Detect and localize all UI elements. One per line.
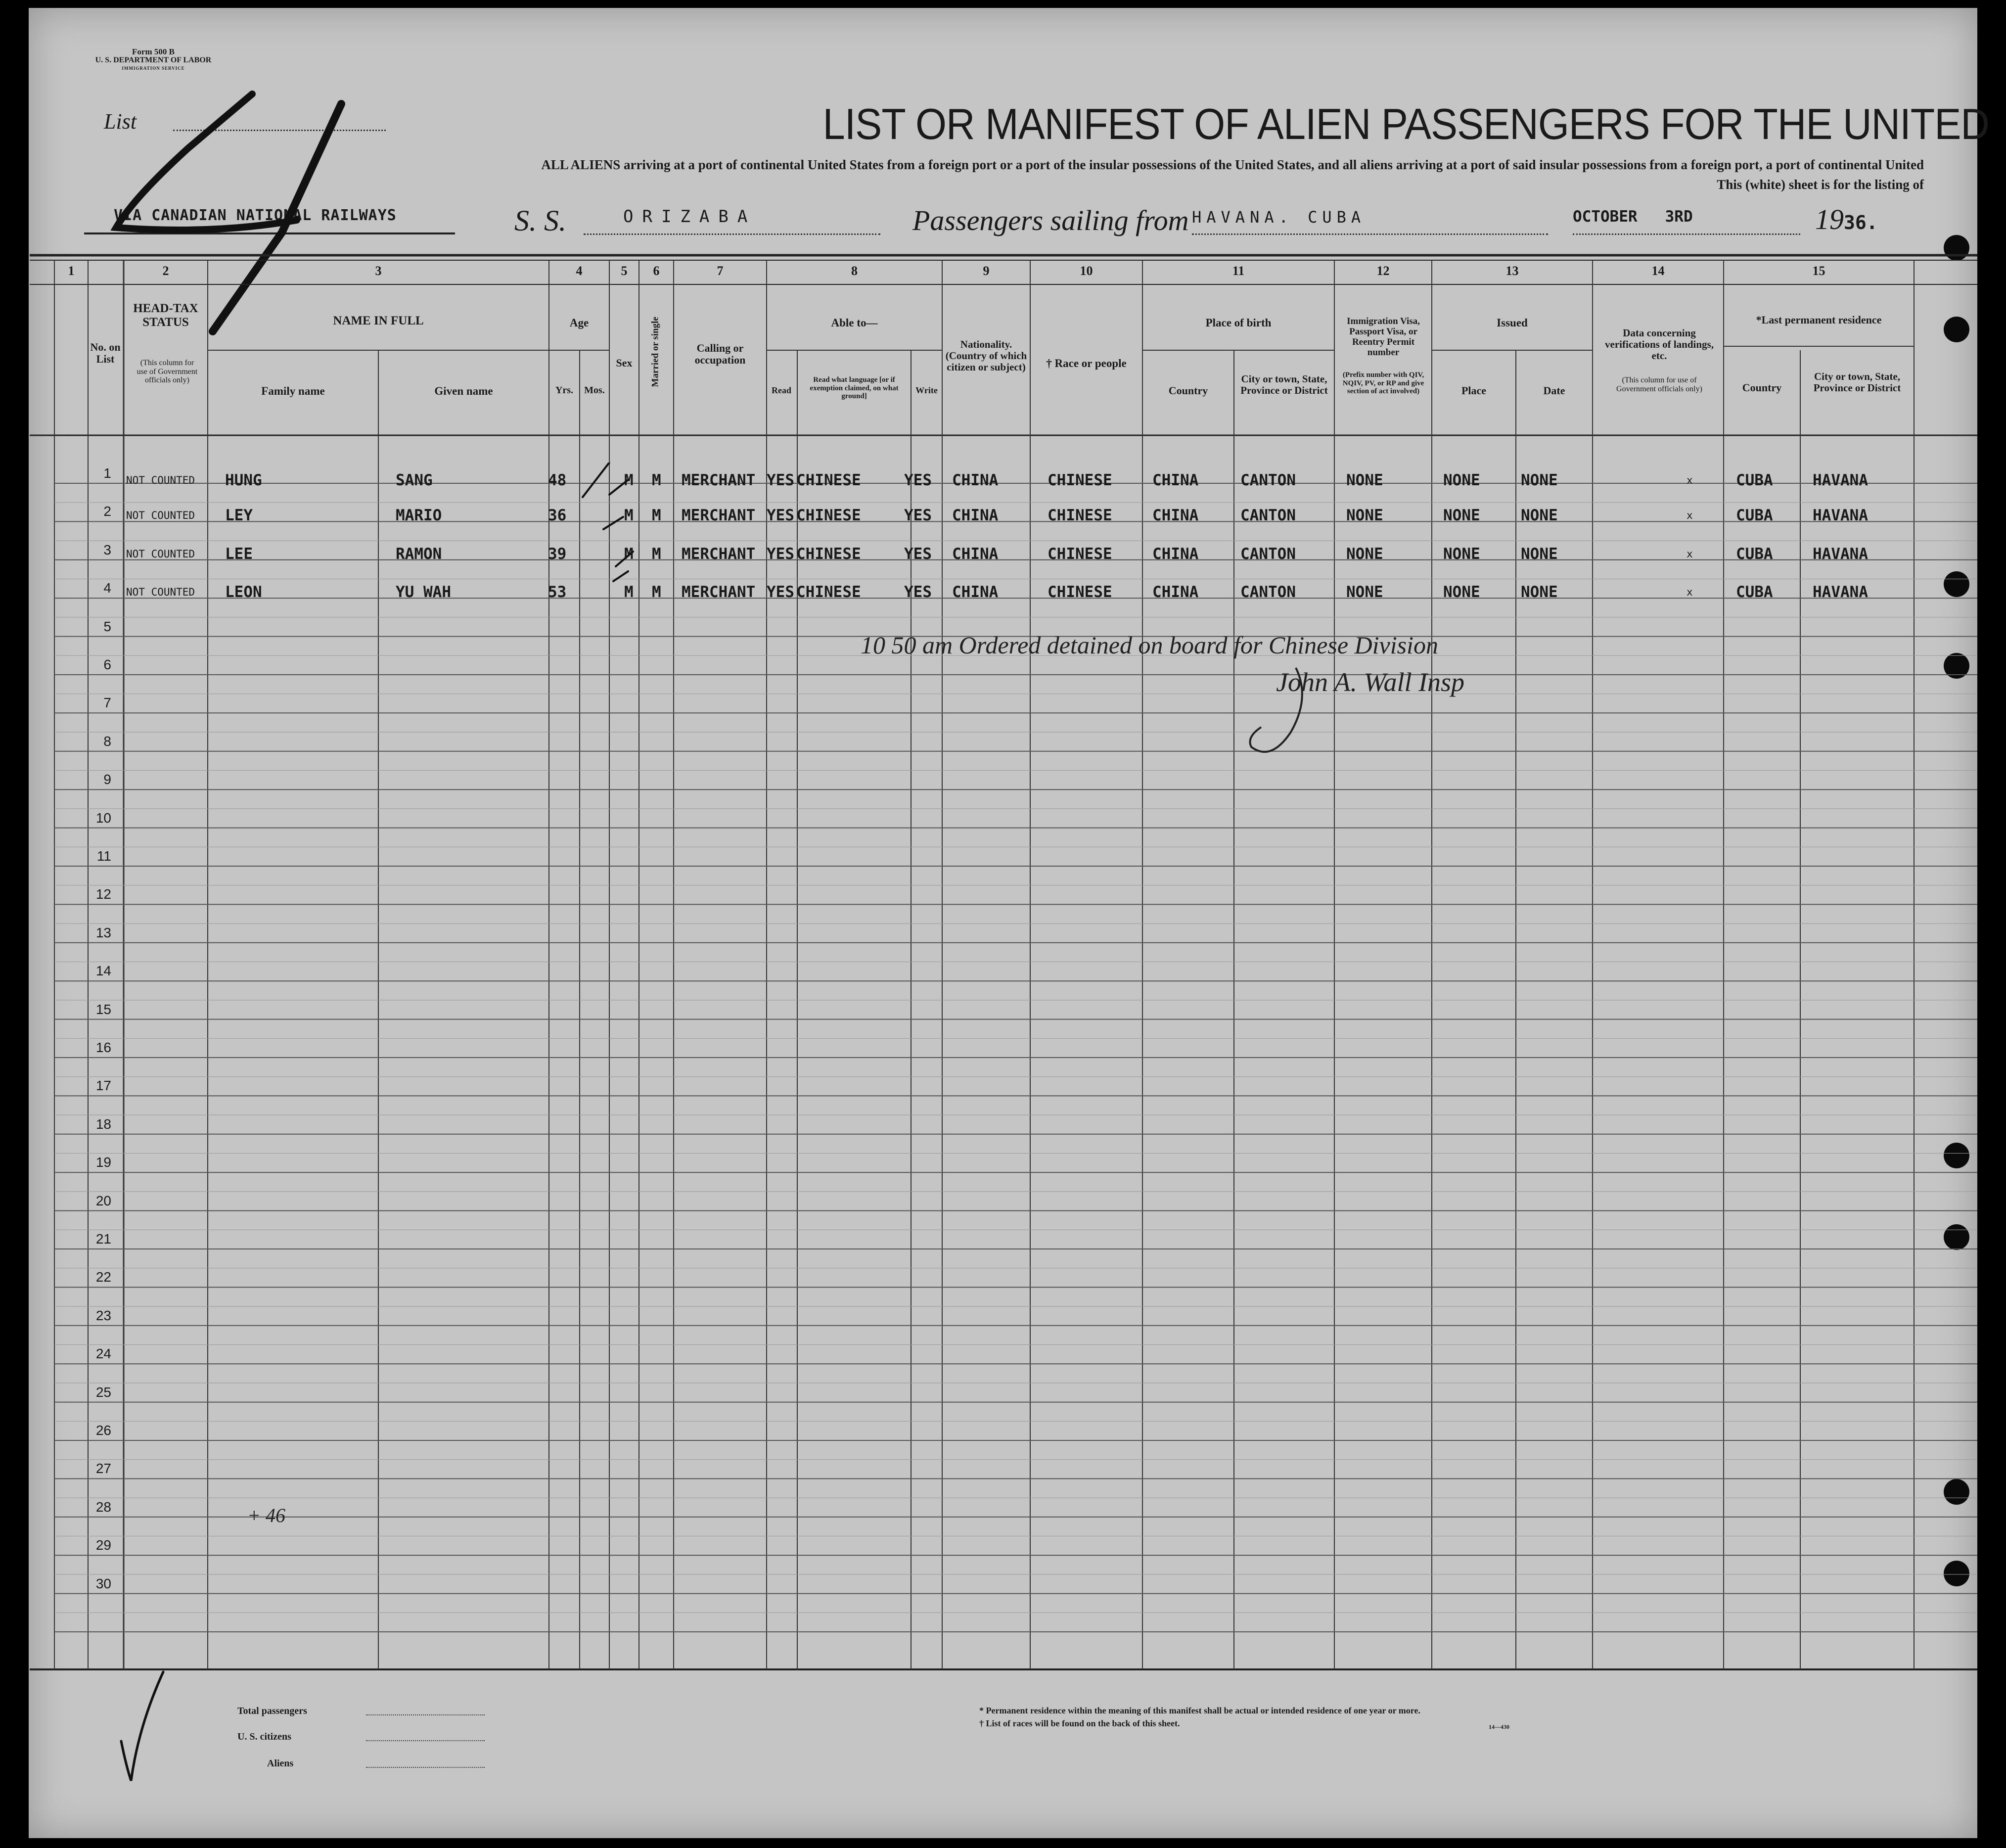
header-issued-place: Place xyxy=(1461,384,1487,397)
cell-married: M xyxy=(652,583,661,601)
ship-name: ORIZABA xyxy=(623,207,757,227)
cell-read: YES xyxy=(767,471,794,489)
cell-given: MARIO xyxy=(396,507,442,525)
header-res-country: Country xyxy=(1742,381,1782,394)
cell-visa: NONE xyxy=(1346,545,1383,563)
cell-res-country: CUBA xyxy=(1736,583,1773,601)
cell-issued-date: NONE xyxy=(1521,507,1558,525)
row-number: 25 xyxy=(95,1384,111,1400)
us-citizens-line xyxy=(366,1740,485,1741)
subtitle-line-1: ALL ALIENS arriving at a port of continental United States from a foreign port or a port of the insular possessions of the United States, and all aliens arriving at a port of said insular possessions from a foreign port, a port of continental United xyxy=(541,157,1924,172)
row-number: 18 xyxy=(95,1116,111,1132)
cell-birth-country: CHINA xyxy=(1152,471,1199,489)
header-visa: Immigration Visa, Passport Visa, or Reentry Permit number xyxy=(1347,316,1420,358)
cell-res-country: CUBA xyxy=(1736,507,1773,525)
row-number: 22 xyxy=(95,1269,111,1285)
cell-issued-place: NONE xyxy=(1443,507,1480,525)
row-number: 13 xyxy=(95,924,111,940)
cell-yrs: 53 xyxy=(548,583,567,601)
total-passengers-label: Total passengers xyxy=(237,1706,307,1716)
cell-write: YES xyxy=(904,583,932,601)
cell-birth-country: CHINA xyxy=(1152,507,1199,525)
header-age: Age xyxy=(569,317,589,329)
header-name-in-full: NAME IN FULL xyxy=(333,314,424,327)
header-race: † Race or people xyxy=(1046,357,1127,370)
header-head-tax: HEAD-TAX STATUS xyxy=(133,302,198,329)
cell-head-tax: NOT COUNTED xyxy=(126,586,195,599)
row-number: 28 xyxy=(95,1499,111,1515)
cell-verification: x xyxy=(1687,548,1693,560)
column-number: 11 xyxy=(1232,264,1245,278)
cell-write: YES xyxy=(904,471,932,489)
subtitle-line-2: This (white) sheet is for the listing of xyxy=(1717,177,1924,192)
cell-birth-city: CANTON xyxy=(1240,583,1296,601)
cell-race: CHINESE xyxy=(1048,471,1112,489)
header-married xyxy=(651,353,661,387)
cell-res-city: HAVANA xyxy=(1813,471,1868,489)
cell-res-country: CUBA xyxy=(1736,471,1773,489)
cell-verification: x xyxy=(1687,509,1693,522)
cell-family: LEON xyxy=(225,583,262,601)
header-read-language: Read what language [or if exemption claimed, on what ground] xyxy=(810,376,899,400)
cell-married: M xyxy=(652,471,661,489)
form-number: Form 500 B xyxy=(132,47,175,56)
cell-given: SANG xyxy=(396,471,433,489)
column-number: 3 xyxy=(375,264,382,278)
cell-res-city: HAVANA xyxy=(1813,545,1868,563)
header-birth-country: Country xyxy=(1168,384,1208,397)
cell-nationality: CHINA xyxy=(952,507,999,525)
header-head-tax-note: (This column for use of Government officials only) xyxy=(137,359,198,385)
aliens-label: Aliens xyxy=(267,1758,294,1769)
cell-issued-place: NONE xyxy=(1443,471,1480,489)
cell-res-city: HAVANA xyxy=(1813,583,1868,601)
row-number: 12 xyxy=(95,886,111,902)
row-number: 10 xyxy=(95,810,111,826)
row-number: 24 xyxy=(95,1346,111,1362)
column-number: 1 xyxy=(68,264,75,278)
header-last-residence: *Last permanent residence xyxy=(1756,314,1882,326)
header-mos: Mos. xyxy=(584,385,605,396)
signature-flourish xyxy=(1236,663,1325,762)
header-read: Read xyxy=(772,385,791,395)
column-number: 5 xyxy=(621,264,628,278)
department-name: U. S. DEPARTMENT OF LABOR xyxy=(95,56,212,64)
row-number: 8 xyxy=(103,733,111,749)
year-prefix: 19 xyxy=(1815,203,1844,235)
cell-verification: x xyxy=(1687,586,1693,599)
cell-read: YES xyxy=(767,545,794,563)
cell-nationality: CHINA xyxy=(952,545,999,563)
cell-sex: M xyxy=(624,471,634,489)
cell-language: CHINESE xyxy=(796,507,861,525)
cell-nationality: CHINA xyxy=(952,583,999,601)
cell-language: CHINESE xyxy=(796,583,861,601)
row-number: 4 xyxy=(103,580,111,596)
list-label: List xyxy=(104,109,137,134)
row-number: 2 xyxy=(103,504,111,519)
row-number: 3 xyxy=(103,542,111,557)
column-number: 2 xyxy=(162,264,169,278)
cell-birth-city: CANTON xyxy=(1240,507,1296,525)
row-number: 7 xyxy=(103,695,111,711)
year-suffix: 36. xyxy=(1844,212,1878,233)
check-mark xyxy=(111,1667,171,1786)
cell-head-tax: NOT COUNTED xyxy=(126,509,195,522)
cell-birth-city: CANTON xyxy=(1240,545,1296,563)
header-no-on-list: No. on List xyxy=(90,341,121,366)
cell-issued-place: NONE xyxy=(1443,545,1480,563)
cell-yrs: 48 xyxy=(548,471,567,489)
cell-res-city: HAVANA xyxy=(1813,507,1868,525)
row-number: 21 xyxy=(95,1231,111,1247)
footnote-code: 14—430 xyxy=(1489,1723,1509,1730)
row-number: 19 xyxy=(95,1155,111,1170)
row-number: 23 xyxy=(95,1307,111,1323)
column-number: 10 xyxy=(1080,264,1093,278)
header-family-name: Family name xyxy=(261,385,325,397)
margin-note: + 46 xyxy=(247,1504,285,1526)
column-number: 9 xyxy=(983,264,990,278)
header-sex: Sex xyxy=(616,357,633,369)
cell-calling: MERCHANT xyxy=(682,471,756,489)
cell-read: YES xyxy=(767,507,794,525)
cell-verification: x xyxy=(1687,474,1693,486)
row-number: 26 xyxy=(95,1423,111,1438)
via-railway-stamp: VIA CANADIAN NATIONAL RAILWAYS xyxy=(114,207,397,224)
header-calling: Calling or occupation xyxy=(694,342,746,367)
footnote-residence: * Permanent residence within the meaning of this manifest shall be actual or intended residence of one year or more. xyxy=(979,1706,1420,1715)
header-issued-date: Date xyxy=(1543,384,1565,397)
column-number: 6 xyxy=(653,264,660,278)
cell-visa: NONE xyxy=(1346,507,1383,525)
row-number: 20 xyxy=(95,1193,111,1208)
header-yrs: Yrs. xyxy=(555,385,574,396)
cell-birth-city: CANTON xyxy=(1240,471,1296,489)
column-number: 4 xyxy=(576,264,583,278)
age-slash-marks xyxy=(579,462,638,601)
header-able-to: Able to— xyxy=(831,317,878,329)
cell-issued-place: NONE xyxy=(1443,583,1480,601)
cell-race: CHINESE xyxy=(1048,545,1112,563)
row-number: 16 xyxy=(95,1040,111,1055)
sailing-label: Passengers sailing from xyxy=(912,204,1189,236)
cell-issued-date: NONE xyxy=(1521,471,1558,489)
header-res-city: City or town, State, Province or District xyxy=(1813,370,1901,394)
cell-res-country: CUBA xyxy=(1736,545,1773,563)
cell-sex: M xyxy=(624,545,634,563)
column-number: 8 xyxy=(851,264,858,278)
column-number: 15 xyxy=(1812,264,1825,278)
cell-write: YES xyxy=(904,545,932,563)
header-place-of-birth: Place of birth xyxy=(1205,317,1272,329)
page-title: LIST OR MANIFEST OF ALIEN PASSENGERS FOR THE UNITED xyxy=(822,99,1989,148)
sailing-date: OCTOBER 3RD xyxy=(1573,208,1693,226)
cell-family: LEE xyxy=(225,545,253,563)
cell-visa: NONE xyxy=(1346,583,1383,601)
cell-given: RAMON xyxy=(396,545,442,563)
header-write: Write xyxy=(915,385,938,395)
row-number: 29 xyxy=(95,1537,111,1553)
row-number: 30 xyxy=(95,1575,111,1591)
column-number: 13 xyxy=(1505,264,1519,278)
cell-yrs: 39 xyxy=(548,545,567,563)
header-nationality: Nationality. (Country of which citizen or subject) xyxy=(945,338,1027,373)
cell-birth-country: CHINA xyxy=(1152,583,1199,601)
service-name: IMMIGRATION SERVICE xyxy=(122,66,185,71)
row-number: 6 xyxy=(103,657,111,672)
row-number: 27 xyxy=(95,1461,111,1477)
cell-race: CHINESE xyxy=(1048,507,1112,525)
cell-calling: MERCHANT xyxy=(682,507,756,525)
row-number: 14 xyxy=(95,963,111,979)
cell-sex: M xyxy=(624,583,634,601)
sailing-port: HAVANA. CUBA xyxy=(1192,208,1366,227)
row-number: 5 xyxy=(103,618,111,634)
row-number: 17 xyxy=(95,1078,111,1094)
cell-head-tax: NOT COUNTED xyxy=(126,474,195,486)
row-number: 1 xyxy=(103,465,111,481)
aliens-line xyxy=(366,1767,485,1768)
cell-family: HUNG xyxy=(225,471,262,489)
ship-label: S. S. xyxy=(514,204,566,237)
header-issued: Issued xyxy=(1497,317,1528,329)
row-number: 11 xyxy=(96,848,111,864)
header-verification-note: (This column for use of Government officials only) xyxy=(1616,376,1702,393)
detention-annotation: 10 50 am Ordered detained on board for Chinese Division xyxy=(861,631,1438,659)
header-verification: Data concerning verifications of landings, etc. xyxy=(1605,327,1714,362)
cell-married: M xyxy=(652,507,661,525)
cell-write: YES xyxy=(904,507,932,525)
header-birth-city: City or town, State, Province or District xyxy=(1240,373,1328,397)
cell-read: YES xyxy=(767,583,794,601)
inspector-signature: John A. Wall Insp xyxy=(1276,667,1465,697)
cell-yrs: 36 xyxy=(548,507,567,525)
cell-issued-date: NONE xyxy=(1521,583,1558,601)
column-number: 7 xyxy=(717,264,724,278)
cell-language: CHINESE xyxy=(796,471,861,489)
footnote-races: † List of races will be found on the back of this sheet. xyxy=(979,1718,1180,1728)
row-number: 15 xyxy=(95,1001,111,1017)
header-given-name: Given name xyxy=(434,385,493,397)
cell-married: M xyxy=(652,545,661,563)
cell-sex: M xyxy=(624,507,634,525)
cell-language: CHINESE xyxy=(796,545,861,563)
cell-issued-date: NONE xyxy=(1521,545,1558,563)
column-number: 12 xyxy=(1376,264,1390,278)
cell-family: LEY xyxy=(225,507,253,525)
cell-calling: MERCHANT xyxy=(682,545,756,563)
total-passengers-line xyxy=(366,1714,485,1715)
us-citizens-label: U. S. citizens xyxy=(237,1731,291,1742)
cell-visa: NONE xyxy=(1346,471,1383,489)
cell-race: CHINESE xyxy=(1048,583,1112,601)
cell-calling: MERCHANT xyxy=(682,583,756,601)
row-number: 9 xyxy=(103,772,111,787)
cell-birth-country: CHINA xyxy=(1152,545,1199,563)
header-visa-note: (Prefix number with QIV, NQIV, PV, or RP and give section of act involved) xyxy=(1342,371,1424,395)
column-number: 14 xyxy=(1651,264,1665,278)
cell-given: YU WAH xyxy=(396,583,451,601)
cell-head-tax: NOT COUNTED xyxy=(126,548,195,560)
cell-nationality: CHINA xyxy=(952,471,999,489)
